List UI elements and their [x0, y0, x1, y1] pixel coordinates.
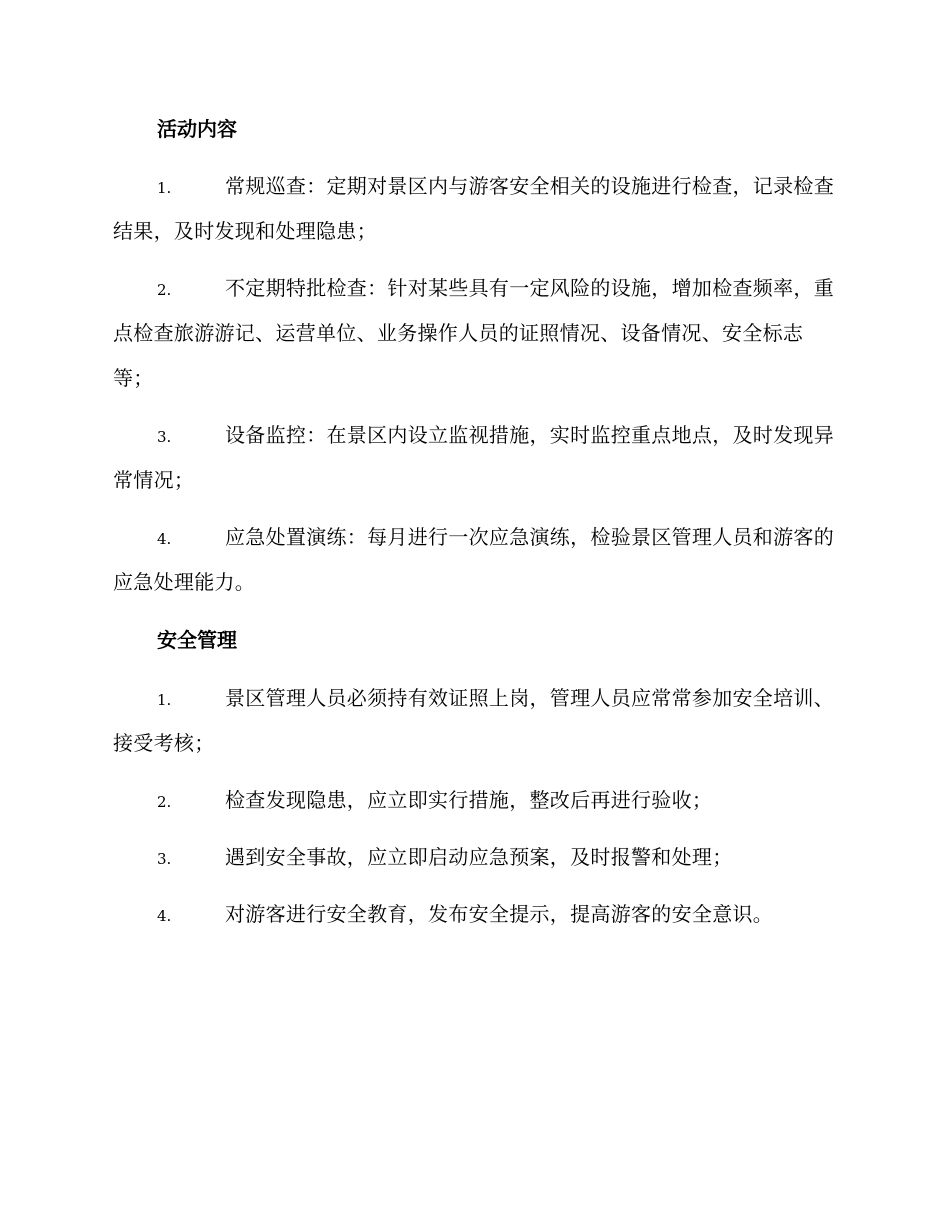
list-item-text [113, 266, 835, 401]
list-item-number: 2. [157, 281, 172, 299]
section-heading-activities: 活动内容 [157, 117, 237, 141]
list-item-text [113, 413, 835, 503]
list-item-text [113, 778, 835, 823]
list-item-text-content: 应急处置演练：每月进行一次应急演练，检验景区管理人员和游客的应急处理能力。 [113, 525, 834, 594]
list-item-text [113, 515, 835, 605]
section-heading-safety-management: 安全管理 [157, 628, 237, 652]
list-item-number: 4. [157, 530, 172, 548]
list-item-number: 1. [157, 691, 172, 709]
list-item-text-content: 景区管理人员必须持有效证照上岗，管理人员应常常参加安全培训、接受考核； [113, 686, 834, 755]
list-item-number: 3. [157, 850, 172, 868]
list-item-text-content: 设备监控：在景区内设立监视措施，实时监控重点地点，及时发现异常情况； [113, 423, 834, 492]
list-item-text [113, 892, 835, 937]
list-item-number: 3. [157, 428, 172, 446]
list-item-text-content: 检查发现隐患，应立即实行措施，整改后再进行验收； [225, 788, 713, 812]
list-item-text-content: 遇到安全事故，应立即启动应急预案，及时报警和处理； [225, 845, 733, 869]
list-item-text-content: 对游客进行安全教育，发布安全提示，提高游客的安全意识。 [225, 902, 774, 926]
list-item-number: 1. [157, 179, 172, 197]
list-item-number: 4. [157, 907, 172, 925]
list-item-text-content: 常规巡查：定期对景区内与游客安全相关的设施进行检查，记录检查结果，及时发现和处理隐患； [113, 174, 834, 243]
list-item-text [113, 676, 835, 766]
list-item-text-content: 不定期特批检查：针对某些具有一定风险的设施，增加检查频率，重点检查旅游游记、运营单位、业务操作人员的证照情况、设备情况、安全标志等； [113, 276, 834, 390]
list-item-text [113, 164, 835, 254]
list-item-number: 2. [157, 793, 172, 811]
list-item-text [113, 835, 835, 880]
